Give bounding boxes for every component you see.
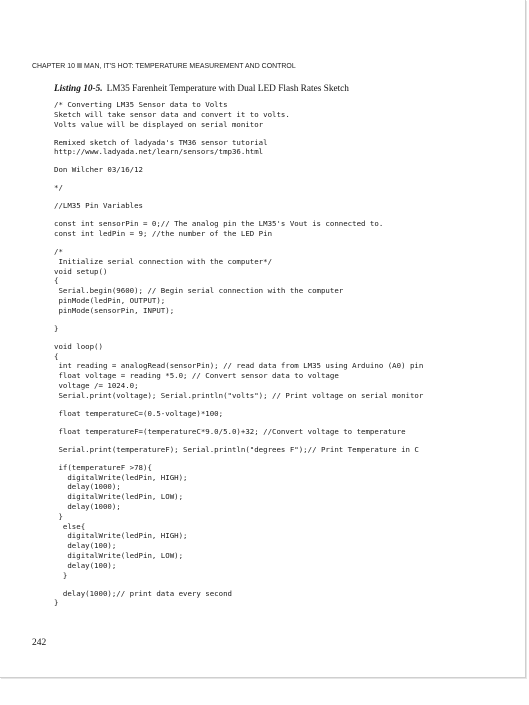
code-line bbox=[54, 193, 524, 201]
code-line bbox=[54, 437, 524, 445]
code-line: delay(100); bbox=[54, 560, 117, 570]
code-line bbox=[54, 211, 524, 219]
code-line: delay(100); bbox=[54, 541, 117, 551]
running-header bbox=[32, 63, 296, 70]
code-line: Don Wilcher 03/16/12 bbox=[54, 165, 143, 175]
code-line: delay(1000);// print data every second bbox=[54, 588, 232, 598]
code-line: } bbox=[54, 598, 59, 608]
listing-title: LM35 Farenheit Temperature with Dual LED Flash Rates Sketch bbox=[106, 84, 349, 94]
code-line: */ bbox=[54, 183, 63, 193]
code-line bbox=[54, 455, 524, 463]
chapter-title: MAN, IT'S HOT: TEMPERATURE MEASUREMENT AND CONTROL bbox=[84, 63, 296, 70]
code-line: delay(1000); bbox=[54, 501, 121, 511]
code-line: const int ledPin = 9; //the number of the LED Pin bbox=[54, 229, 273, 239]
code-line: http://www.ladyada.net/learn/sensors/tmp36.html bbox=[54, 147, 264, 157]
code-line bbox=[54, 175, 524, 183]
page-number: 242 bbox=[32, 638, 47, 648]
code-line bbox=[54, 316, 524, 324]
header-separator-square bbox=[77, 63, 82, 68]
code-line: /* Converting LM35 Sensor data to Volts bbox=[54, 100, 228, 109]
code-line bbox=[54, 580, 524, 588]
code-line bbox=[54, 239, 524, 247]
code-line bbox=[54, 419, 524, 427]
listing-label: Listing 10-5. bbox=[54, 84, 103, 94]
code-line bbox=[54, 157, 524, 165]
code-line: Volts value will be displayed on serial monitor bbox=[54, 119, 264, 129]
code-line: void setup() bbox=[54, 266, 108, 276]
code-line: Sketch will take sensor data and convert it to volts. bbox=[54, 109, 290, 119]
code-listing bbox=[54, 100, 524, 608]
code-line: int reading = analogRead(sensorPin); // read data from LM35 using Arduino (A0) pin bbox=[54, 361, 424, 371]
code-line: float voltage = reading *5.0; // Convert sensor data to voltage bbox=[54, 371, 339, 381]
code-line: } bbox=[54, 323, 59, 333]
listing-caption bbox=[54, 84, 349, 94]
code-line bbox=[54, 334, 524, 342]
code-line: digitalWrite(ledPin, LOW); bbox=[54, 492, 184, 502]
code-line: { bbox=[54, 276, 59, 286]
code-line: void loop() bbox=[54, 341, 103, 351]
code-line bbox=[54, 401, 524, 409]
code-line: digitalWrite(ledPin, LOW); bbox=[54, 550, 184, 560]
chapter-number: CHAPTER 10 bbox=[32, 63, 76, 70]
code-line: Remixed sketch of ladyada's TM36 sensor tutorial bbox=[54, 137, 268, 147]
code-line: float temperatureC=(0.5-voltage)*100; bbox=[54, 408, 224, 418]
code-line: delay(1000); bbox=[54, 482, 121, 492]
code-line: } bbox=[54, 570, 68, 580]
code-line: voltage /= 1024.0; bbox=[54, 381, 139, 391]
code-line: //LM35 Pin Variables bbox=[54, 201, 143, 211]
code-line bbox=[54, 129, 524, 137]
code-line: Serial.begin(9600); // Begin serial connection with the computer bbox=[54, 286, 344, 296]
code-line: if(temperatureF >78){ bbox=[54, 462, 152, 472]
code-line: Serial.print(temperatureF); Serial.println("degrees F");// Print Temperature in C bbox=[54, 444, 419, 454]
code-line: float temperatureF=(temperatureC*9.0/5.0)+32; //Convert voltage to temperature bbox=[54, 426, 406, 436]
code-line: Serial.print(voltage); Serial.println("volts"); // Print voltage on serial monitor bbox=[54, 390, 424, 400]
code-line: const int sensorPin = 0;// The analog pin the LM35's Vout is connected to. bbox=[54, 219, 384, 229]
code-line: Initialize serial connection with the computer*/ bbox=[54, 256, 273, 266]
code-line: /* bbox=[54, 247, 63, 257]
code-line: pinMode(sensorPin, INPUT); bbox=[54, 305, 175, 315]
code-line: pinMode(ledPin, OUTPUT); bbox=[54, 296, 166, 306]
code-line: } bbox=[54, 511, 63, 521]
code-line: else{ bbox=[54, 521, 86, 531]
code-line: { bbox=[54, 351, 59, 361]
code-line: digitalWrite(ledPin, HIGH); bbox=[54, 531, 188, 541]
code-line: digitalWrite(ledPin, HIGH); bbox=[54, 472, 188, 482]
